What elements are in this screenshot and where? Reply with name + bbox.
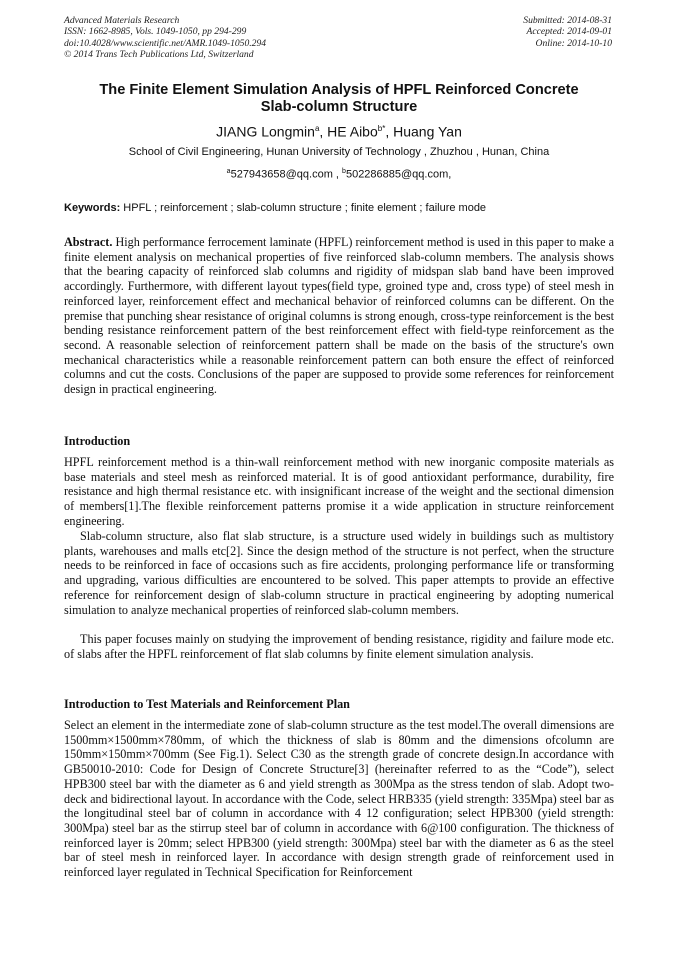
affiliation: School of Civil Engineering, Hunan University of Technology , Zhuzhou , Hunan, China: [128, 146, 550, 158]
paper-title: [60, 82, 618, 116]
paragraph: Select an element in the intermediate zone of slab-column structure as the test model.The overall dimensions are 1500mm×1500mm×780mm, of which the thickness of slab is 80mm and the dimensions ofcolumn are 150mm×150mm×700mm (See Fig.1). Select C30 as the strength grade of concrete design.In accordance with GB50010-2010: Code for Design of Concrete Structure[3] (hereinafter referred to as the “Code”), select HPB300 steel bar with the diameter as 6 and yield strength as 300Mpa as the stress tendon of slab. Adopt two-deck and bidirectional layout. In accordance with the Code, select HRB335 (yield strength: 335Mpa) steel bar as the longitudinal steel bar of column in accordance with 4 12 configuration; select HPB300 (yield strength: 300Mpa) steel bar as the stirrup steel bar of column in accordance with 6@100 configuration. The thickness of reinforced layer is 20mm; select HPB300 (yield strength: 300Mpa) steel bar with the diameter as 6 as the steel bar of steel mesh in reinforced layer. In accordance with design strength grade of reinforcement used in reinforced layer regulated in Technical Specification for Reinforcement: [64, 718, 614, 880]
keywords-text: HPFL ; reinforcement ; slab-column structure ; finite element ; failure mode: [120, 202, 487, 214]
author-affil-mark: b*: [377, 124, 386, 133]
paragraph: Slab-column structure, also flat slab structure, is a structure used widely in buildings such as multistory plants, warehouses and malls etc[2]. Since the design method of the structure is not perfect, when the structure needs to be reinforced in face of occasions such as fire accidents, prolonging performance life or transforming and upgrading, various difficulties are encountered to be solved. This paper attempts to provide an effective reference for reinforcement design of slab-column structure in practical engineering by adopting numerical simulation to analyze mechanical properties of reinforced slab-column members.: [64, 529, 614, 617]
email-address[interactable]: 502286885@qq.com,: [345, 168, 452, 181]
abstract-text: High performance ferrocement laminate (HPFL) reinforcement method is used in this paper to make a finite element analysis on mechanical properties of five reinforced slab-column members. The analysis shows that the bearing capacity of reinforced slab columns and rigidity of midspan slab band have been improved accordingly. Furthermore, with different layout types(field type, groined type and, cross type) of steel mesh in reinforced layer, reinforcement effect and mechanical behavior of reinforced columns can be different. On the premise that punching shear resistance of original columns is strong enough, cross-type reinforcement is the best bending resistance reinforcement pattern of the best reinforcement effect with field-type reinforcement as the second. A reasonable selection of reinforcement pattern shall be made on the basis of the structure's own mechanical characteristics while a reasonable reinforcement pattern can both ensure the effect of reinforced columns and cut the costs. Conclusions of the paper are supposed to provide some references for reinforcement design in practical engineering.: [64, 235, 614, 397]
author-name: Huang Yan: [393, 123, 462, 140]
doi-line: doi:10.4028/www.scientific.net/AMR.1049-1050.294: [64, 37, 267, 49]
journal-header-right: [523, 15, 612, 49]
journal-name: Advanced Materials Research: [64, 15, 180, 26]
section-heading-materials: Introduction to Test Materials and Reinforcement Plan: [64, 697, 350, 711]
author-list: [60, 120, 618, 141]
title-line-1: The Finite Element Simulation Analysis of HPFL Reinforced Concrete: [99, 82, 579, 98]
author-separator: ,: [385, 123, 394, 140]
copyright-line: © 2014 Trans Tech Publications Ltd, Switzerland: [64, 49, 254, 61]
title-line-2: Slab-column Structure: [260, 99, 418, 115]
keywords: [64, 201, 624, 215]
journal-header-left: [64, 15, 266, 61]
section-heading-introduction: Introduction: [64, 434, 131, 448]
keywords-label: Keywords:: [64, 202, 121, 214]
email-mark: b: [342, 168, 346, 175]
paragraph: This paper focuses mainly on studying the improvement of bending resistance, rigidity and failure mode etc. of slabs after the HPFL reinforcement of flat slab columns by finite element simulation analysis.: [64, 632, 614, 661]
abstract: [64, 235, 614, 397]
author-affil-mark: a: [314, 124, 320, 133]
accepted-date: Accepted: 2014-09-01: [526, 26, 612, 38]
online-date: Online: 2014-10-10: [535, 37, 612, 49]
email-mark: a: [226, 168, 231, 175]
author-emails: [60, 165, 618, 182]
author-separator: ,: [319, 123, 328, 140]
author-name: JIANG Longmin: [216, 123, 315, 140]
abstract-label: Abstract.: [64, 235, 113, 249]
issn-line: ISSN: 1662-8985, Vols. 1049-1050, pp 294-299: [64, 26, 247, 38]
submitted-date: Submitted: 2014-08-31: [523, 15, 612, 26]
author-name: HE Aibo: [327, 123, 378, 140]
paragraph: HPFL reinforcement method is a thin-wall reinforcement method with new inorganic composite materials as base materials and steel mesh as reinforced material. It is of good antioxidant performance, durability, fire resistance and high thermal resistance etc. with insignificant increase of the weight and the sectional dimension of members[1].The flexible reinforcement patterns promise it a wide application in structure reinforcement engineering.: [64, 455, 614, 528]
email-address[interactable]: 527943658@qq.com ,: [230, 168, 343, 181]
